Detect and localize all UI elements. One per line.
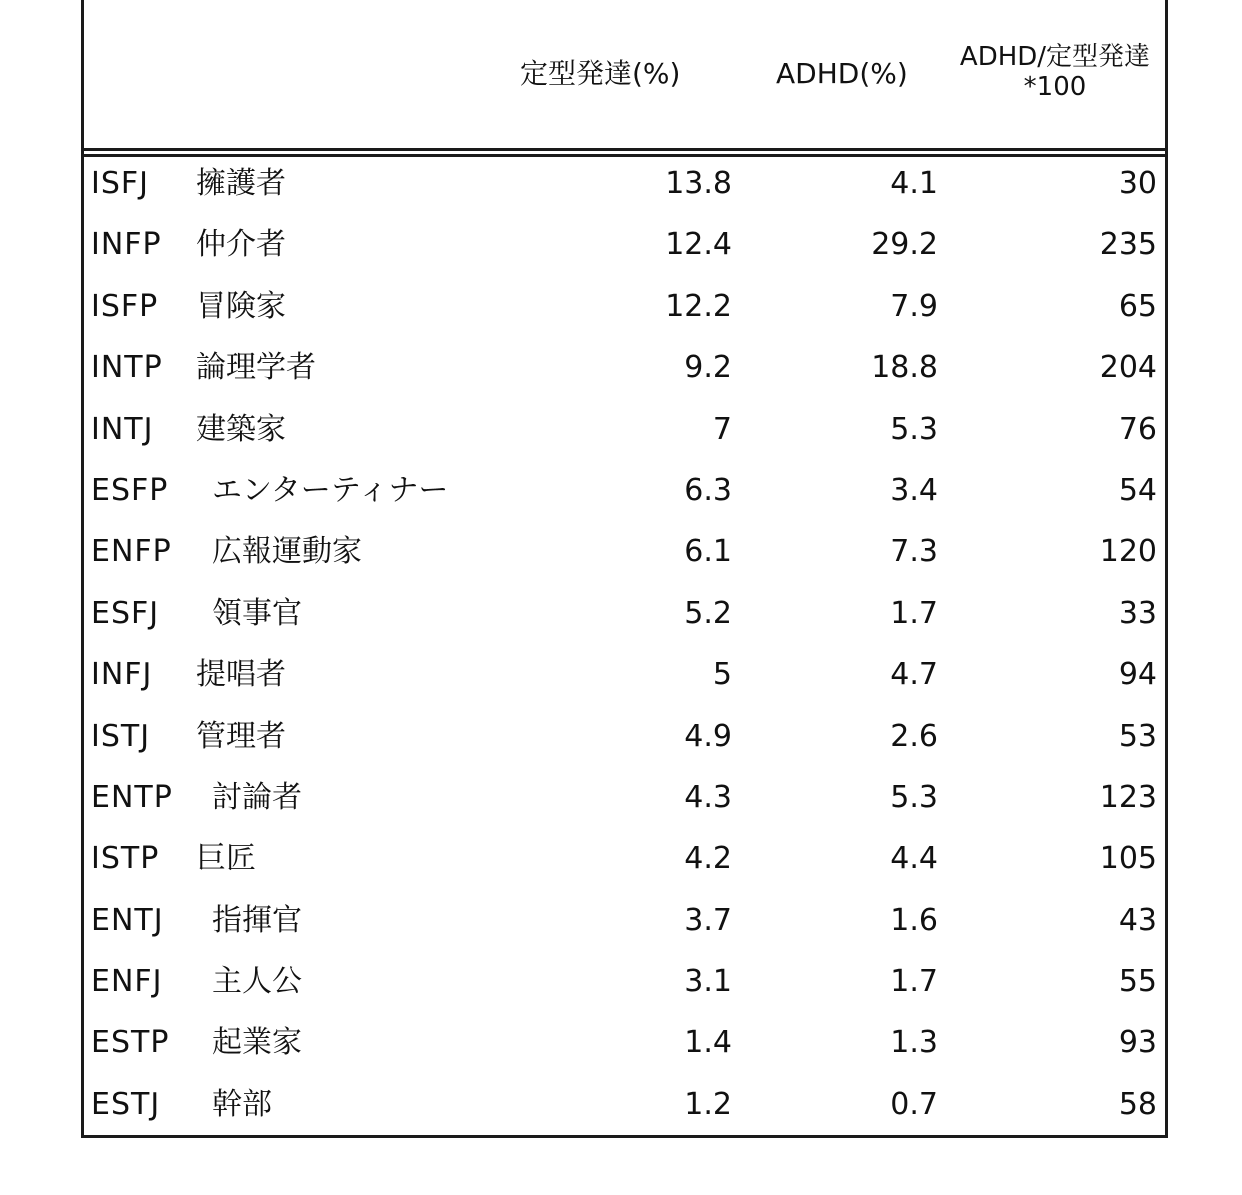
- typical-percent: 5.2: [684, 595, 732, 631]
- type-code: ENTJ: [91, 902, 164, 938]
- type-code: ISTJ: [91, 718, 151, 754]
- table-row: [84, 154, 1165, 215]
- table-row: [84, 215, 1165, 276]
- header-typical-development: 定型発達(%): [520, 57, 681, 90]
- ratio-value: 33: [1118, 595, 1157, 631]
- ratio-value: 123: [1099, 779, 1157, 815]
- table-row: [84, 400, 1165, 461]
- ratio-value: 94: [1118, 657, 1157, 693]
- type-code: INFP: [91, 227, 162, 263]
- typical-percent: 3.7: [684, 902, 732, 938]
- type-code: ESFP: [91, 472, 169, 508]
- ratio-value: 65: [1118, 288, 1157, 324]
- type-name: 主人公: [212, 964, 302, 1000]
- typical-percent: 12.4: [665, 227, 732, 263]
- typical-percent: 1.2: [684, 1086, 732, 1122]
- type-code: ISTP: [91, 841, 160, 877]
- type-name: 領事官: [212, 595, 302, 631]
- adhd-percent: 1.3: [890, 1025, 938, 1061]
- table-row: [84, 645, 1165, 706]
- ratio-value: 235: [1099, 227, 1157, 263]
- ratio-value: 204: [1099, 350, 1157, 386]
- type-code: INTP: [91, 350, 163, 386]
- typical-percent: 4.2: [684, 841, 732, 877]
- adhd-percent: 4.1: [890, 166, 938, 201]
- table-row: [84, 952, 1165, 1013]
- type-code: ESFJ: [91, 595, 160, 631]
- table-row: [84, 707, 1165, 768]
- typical-percent: 6.3: [684, 472, 732, 508]
- type-name: 冒険家: [196, 288, 286, 324]
- table-row: [84, 1013, 1165, 1074]
- type-name: 管理者: [196, 718, 286, 754]
- ratio-value: 105: [1099, 841, 1157, 877]
- adhd-percent: 1.7: [890, 964, 938, 1000]
- adhd-percent: 2.6: [890, 718, 938, 754]
- typical-percent: 3.1: [684, 964, 732, 1000]
- ratio-value: 76: [1118, 411, 1157, 447]
- table-row: [84, 829, 1165, 890]
- table-row: [84, 891, 1165, 952]
- typical-percent: 6.1: [684, 534, 732, 570]
- table-header: [84, 0, 1165, 148]
- type-name: 幹部: [212, 1086, 272, 1122]
- typical-percent: 9.2: [684, 350, 732, 386]
- table-row: [84, 768, 1165, 829]
- header-ratio: ADHD/定型発達*100: [959, 42, 1151, 102]
- type-code: ENTP: [91, 779, 173, 815]
- table-body: [84, 154, 1165, 1136]
- adhd-percent: 1.7: [890, 595, 938, 631]
- type-name: 指揮官: [212, 902, 302, 938]
- ratio-value: 53: [1118, 718, 1157, 754]
- type-name: 広報運動家: [212, 534, 362, 570]
- typical-percent: 5: [712, 657, 732, 693]
- adhd-percent: 0.7: [890, 1086, 938, 1122]
- type-name: 提唱者: [196, 657, 286, 693]
- adhd-percent: 5.3: [890, 779, 938, 815]
- mbti-adhd-table: [81, 0, 1168, 1138]
- adhd-percent: 4.7: [890, 657, 938, 693]
- table-row: [84, 584, 1165, 645]
- type-name: 建築家: [196, 411, 286, 447]
- table-row: [84, 277, 1165, 338]
- header-adhd: ADHD(%): [776, 57, 908, 90]
- adhd-percent: 7.9: [890, 288, 938, 324]
- ratio-value: 54: [1118, 472, 1157, 508]
- typical-percent: 4.9: [684, 718, 732, 754]
- type-code: ENFP: [91, 534, 172, 570]
- table-row: [84, 338, 1165, 399]
- ratio-value: 93: [1118, 1025, 1157, 1061]
- typical-percent: 12.2: [665, 288, 732, 324]
- ratio-value: 43: [1118, 902, 1157, 938]
- adhd-percent: 5.3: [890, 411, 938, 447]
- ratio-value: 120: [1099, 534, 1157, 570]
- type-name: 巨匠: [196, 841, 256, 877]
- type-code: ISFJ: [91, 166, 149, 201]
- ratio-value: 55: [1118, 964, 1157, 1000]
- typical-percent: 13.8: [665, 166, 732, 201]
- ratio-value: 30: [1118, 166, 1157, 201]
- type-name: 擁護者: [196, 166, 286, 201]
- type-code: ESTP: [91, 1025, 170, 1061]
- type-code: ESTJ: [91, 1086, 161, 1122]
- table-row: [84, 1075, 1165, 1136]
- adhd-percent: 4.4: [890, 841, 938, 877]
- type-name: 討論者: [212, 779, 302, 815]
- type-code: INTJ: [91, 411, 154, 447]
- type-name: エンターティナー: [212, 472, 449, 508]
- typical-percent: 1.4: [684, 1025, 732, 1061]
- type-name: 仲介者: [196, 227, 286, 263]
- type-name: 論理学者: [196, 350, 316, 386]
- type-name: 起業家: [212, 1025, 302, 1061]
- table-row: [84, 461, 1165, 522]
- adhd-percent: 3.4: [890, 472, 938, 508]
- type-code: ENFJ: [91, 964, 163, 1000]
- type-code: ISFP: [91, 288, 159, 324]
- adhd-percent: 18.8: [871, 350, 938, 386]
- adhd-percent: 1.6: [890, 902, 938, 938]
- typical-percent: 7: [712, 411, 732, 447]
- table-row: [84, 522, 1165, 583]
- adhd-percent: 7.3: [890, 534, 938, 570]
- adhd-percent: 29.2: [871, 227, 938, 263]
- type-code: INFJ: [91, 657, 153, 693]
- ratio-value: 58: [1118, 1086, 1157, 1122]
- typical-percent: 4.3: [684, 779, 732, 815]
